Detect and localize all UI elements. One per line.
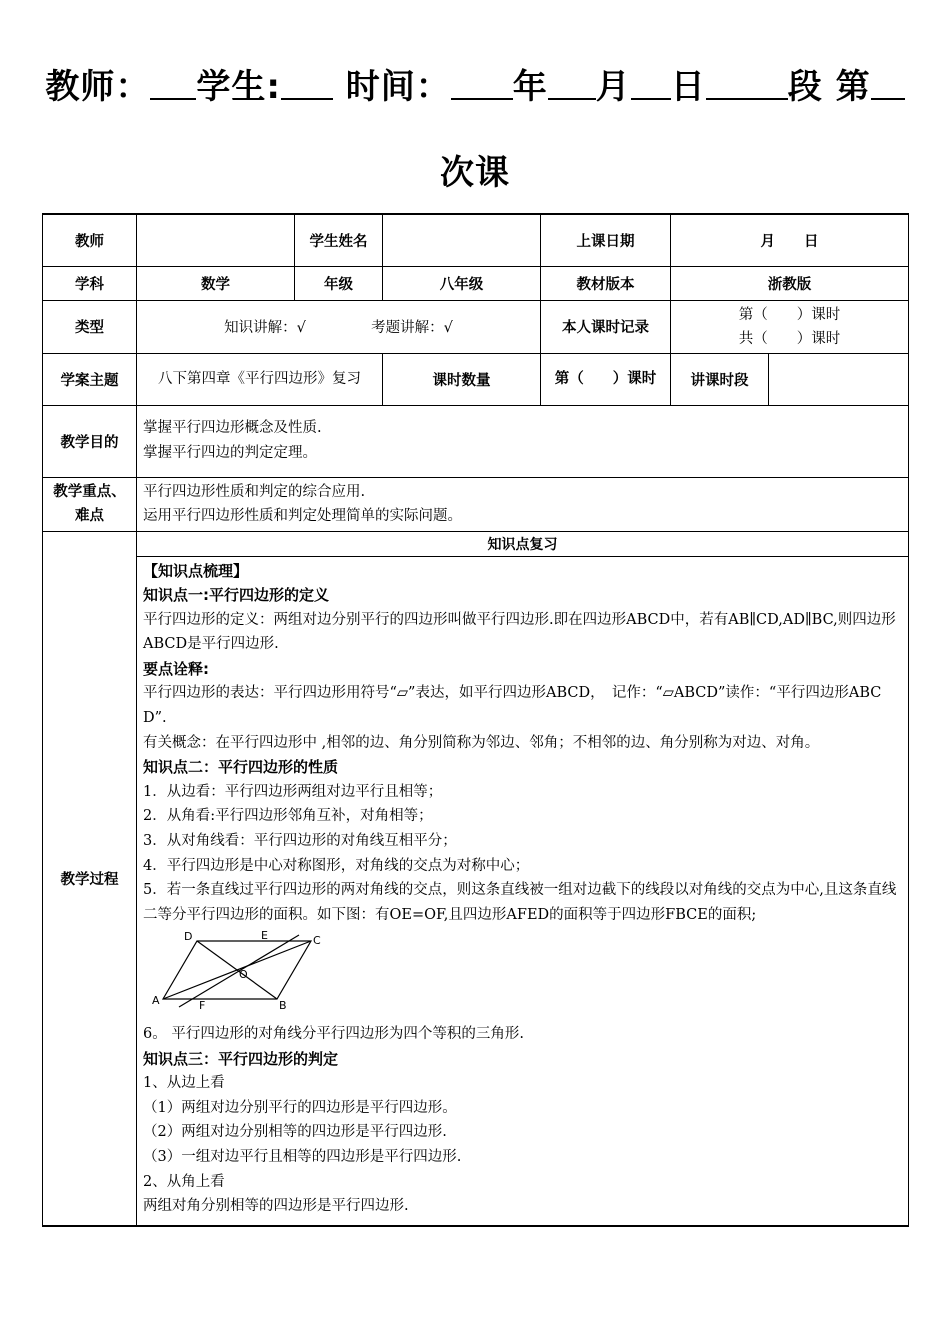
- label-b: B: [279, 999, 287, 1012]
- type-exam: 考题讲解：√: [371, 320, 453, 336]
- header-teacher-label: 教师：: [45, 67, 151, 107]
- diagonal-bd: [197, 941, 277, 999]
- kp1-text: 平行四边形的定义：两组对边分别平行的四边形叫做平行四边形.即在四边形ABCD中，若有AB∥CD,AD∥BC,则四边形ABCD是平行四边形.: [143, 611, 896, 653]
- grade-value: 八年级: [383, 266, 541, 300]
- kp1-note-1: 平行四边形的表达：平行四边形用符号“▱”表达，如平行四边形ABCD， 记作：“▱ABCD”读作：“平行四边形ABCD”.: [143, 685, 882, 727]
- header-year-label: 年: [512, 67, 548, 107]
- label-a: A: [152, 994, 160, 1008]
- edition-label: 教材版本: [541, 266, 671, 300]
- kp2-item-3: 3．从对角线看：平行四边形的对角线互相平分；: [143, 833, 457, 850]
- kp2-item-1: 1．从边看：平行四边形两组对边平行且相等；: [143, 783, 443, 800]
- kp1-note-title: 要点诠释:: [143, 659, 209, 678]
- kp2-item-4: 4．平行四边形是中心对称图形，对角线的交点为对称中心；: [143, 857, 530, 874]
- header-month-label: 月: [595, 67, 631, 107]
- subject-value: 数学: [137, 266, 295, 300]
- teacher-value: [137, 214, 295, 266]
- kp2-title: 知识点二：平行四边形的性质: [143, 758, 339, 777]
- page-header: [40, 44, 910, 216]
- header-student-label: 学生:: [196, 67, 281, 107]
- label-c: C: [313, 934, 321, 948]
- key-points-label: 教学重点、难点: [43, 477, 137, 531]
- hours-value: 第（ ）课时: [541, 353, 671, 405]
- label-d: D: [184, 931, 193, 944]
- lesson-plan-table: [42, 213, 909, 1227]
- kp3-side-item-1: （1）两组对边分别平行的四边形是平行四边形。: [143, 1099, 457, 1116]
- kp2-item-5: 5．若一条直线过平行四边形的两对角线的交点，则这条直线被一组对边截下的线段以对角线的交点为中心,且这条直线二等分平行四边形的面积。如下图：有OE=OF,且四边形AFED的面积等于四边形FBCE的面积;: [143, 882, 897, 923]
- kp2-item-6: 6。 平行四边形的对角线分平行四边形为四个等积的三角形.: [143, 1026, 524, 1042]
- type-label: 类型: [43, 300, 137, 353]
- subject-label: 学科: [43, 266, 137, 300]
- kp1-note-2: 有关概念：在平行四边形中 ,相邻的边、角分别简称为邻边、邻角；不相邻的边、角分别称为对边、对角。: [143, 734, 820, 751]
- student-name-value: [383, 214, 541, 266]
- header-lesson-label: 段 第: [787, 67, 871, 107]
- aim-value: [137, 405, 909, 477]
- kp3-angle-text: 两组对角分别相等的四边形是平行四边形.: [143, 1198, 409, 1215]
- edition-value: 浙教版: [671, 266, 909, 300]
- class-date-label: 上课日期: [541, 214, 671, 266]
- blank-day: [631, 68, 671, 100]
- topic-value: 八下第四章《平行四边形》复习: [137, 353, 383, 405]
- blank-period: [706, 68, 788, 100]
- kp2-item-2: 2．从角看:平行四边形邻角互补，对角相等；: [143, 808, 433, 825]
- hours-label: 课时数量: [383, 353, 541, 405]
- kp3-side-item-3: （3）一组对边平行且相等的四边形是平行四边形.: [143, 1148, 462, 1165]
- kp1-title: 知识点一:平行四边形的定义: [143, 586, 329, 605]
- blank-teacher: [150, 68, 196, 100]
- period-value: [769, 353, 909, 405]
- grade-label: 年级: [295, 266, 383, 300]
- review-title: 知识点复习: [137, 531, 909, 556]
- record-value: [671, 300, 909, 353]
- header-time-label: 时间：: [332, 67, 451, 107]
- record-label: 本人课时记录: [541, 300, 671, 353]
- blank-month: [548, 68, 596, 100]
- key-points-value: [137, 477, 909, 531]
- student-name-label: 学生姓名: [295, 214, 383, 266]
- record-line-1: 第（ ）课时: [738, 306, 841, 323]
- aim-label: 教学目的: [43, 405, 137, 477]
- blank-student: [281, 68, 333, 100]
- label-o: O: [239, 968, 248, 982]
- kp3-side-title: 1、从边上看: [143, 1075, 225, 1092]
- parallelogram-figure: [151, 931, 902, 1020]
- section-tag: 【知识点梳理】: [143, 561, 249, 580]
- kp3-title: 知识点三：平行四边形的判定: [143, 1049, 339, 1068]
- topic-label: 学案主题: [43, 353, 137, 405]
- key-line-1: 平行四边形性质和判定的综合应用.: [143, 484, 366, 500]
- process-content: [137, 556, 909, 1226]
- header-day-label: 日: [670, 67, 706, 107]
- process-label: 教学过程: [43, 531, 137, 1226]
- parallelogram-diagram: [151, 931, 321, 1011]
- blank-year: [451, 68, 513, 100]
- aim-line-1: 掌握平行四边形概念及性质.: [143, 420, 322, 436]
- blank-lesson: [871, 68, 905, 100]
- period-label: 讲课时段: [671, 353, 769, 405]
- type-value: [137, 300, 541, 353]
- key-line-2: 运用平行四边形性质和判定处理简单的实际问题。: [143, 508, 462, 524]
- record-line-2: 共（ ）课时: [738, 330, 841, 347]
- kp3-angle-title: 2、从角上看: [143, 1173, 225, 1190]
- label-e: E: [261, 931, 268, 943]
- kp3-side-item-2: （2）两组对边分别相等的四边形是平行四边形.: [143, 1124, 447, 1141]
- type-knowledge: 知识讲解：√: [224, 320, 306, 336]
- class-date-value: 月 日: [671, 214, 909, 266]
- teacher-label: 教师: [43, 214, 137, 266]
- label-f: F: [199, 999, 206, 1012]
- header-line2: 次课: [440, 153, 510, 193]
- aim-line-2: 掌握平行四边的判定定理。: [143, 445, 317, 461]
